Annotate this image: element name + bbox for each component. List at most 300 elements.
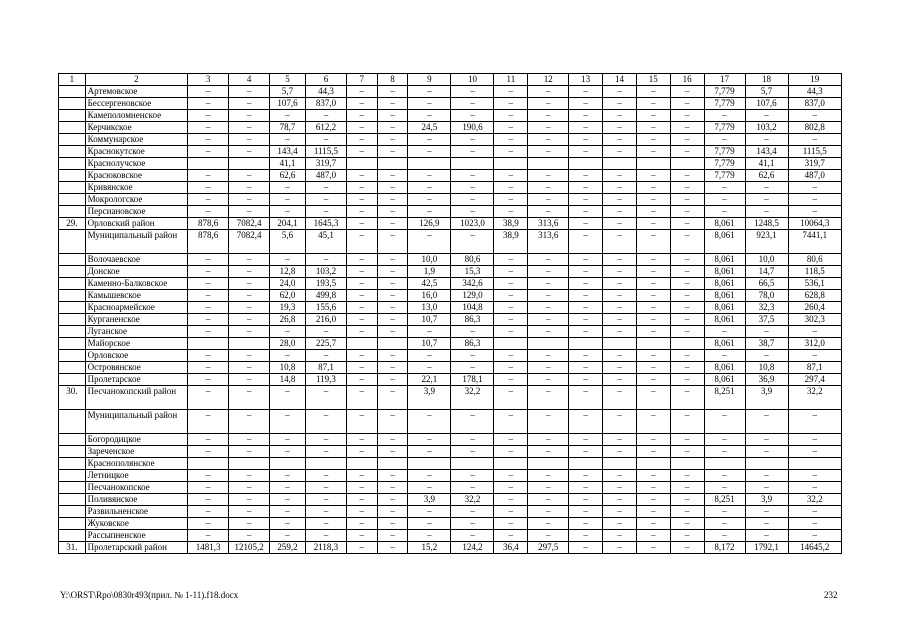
table-row: [59, 374, 842, 386]
table-cell: –: [377, 530, 408, 542]
table-cell: –: [636, 218, 670, 230]
table-cell: –: [346, 482, 377, 494]
table-cell: –: [408, 482, 451, 494]
table-cell: –: [745, 530, 788, 542]
table-cell: –: [188, 506, 229, 518]
table-cell: –: [346, 254, 377, 266]
table-cell: 14645,2: [788, 542, 841, 554]
row-number: [59, 278, 86, 290]
table-cell: –: [670, 482, 704, 494]
table-cell: –: [603, 146, 637, 158]
table-cell: –: [346, 542, 377, 554]
row-name: Красюковское: [85, 170, 187, 182]
table-cell: –: [569, 326, 603, 338]
table-cell: –: [408, 146, 451, 158]
table-cell: –: [188, 470, 229, 482]
table-cell: [377, 458, 408, 470]
table-cell: 1115,5: [788, 146, 841, 158]
table-cell: –: [346, 194, 377, 206]
row-name: Песчанокопское: [85, 482, 187, 494]
table-cell: –: [636, 254, 670, 266]
table-cell: –: [408, 434, 451, 446]
table-cell: 7,779: [704, 146, 745, 158]
table-cell: –: [528, 194, 569, 206]
table-cell: 24,5: [408, 122, 451, 134]
table-cell: –: [494, 146, 528, 158]
table-cell: –: [270, 494, 306, 506]
table-cell: –: [788, 350, 841, 362]
table-cell: –: [670, 98, 704, 110]
row-name: Керчикское: [85, 122, 187, 134]
table-cell: –: [636, 410, 670, 434]
row-number: [59, 98, 86, 110]
table-cell: –: [188, 410, 229, 434]
row-number: [59, 194, 86, 206]
row-name: Краснолучское: [85, 158, 187, 170]
table-cell: –: [528, 182, 569, 194]
header-cell: 19: [788, 74, 841, 86]
table-cell: –: [569, 98, 603, 110]
table-row: [59, 254, 842, 266]
table-cell: –: [346, 266, 377, 278]
table-row: [59, 218, 842, 230]
table-cell: 802,8: [788, 122, 841, 134]
table-cell: 44,3: [305, 86, 346, 98]
table-cell: –: [494, 254, 528, 266]
table-cell: –: [670, 302, 704, 314]
table-cell: –: [494, 386, 528, 410]
table-cell: –: [528, 98, 569, 110]
row-name: Краснокутское: [85, 146, 187, 158]
row-number: [59, 530, 86, 542]
table-cell: –: [408, 470, 451, 482]
table-cell: –: [603, 290, 637, 302]
table-cell: –: [346, 386, 377, 410]
table-cell: –: [305, 254, 346, 266]
table-cell: 103,2: [305, 266, 346, 278]
table-cell: 8,061: [704, 338, 745, 350]
table-cell: –: [229, 530, 270, 542]
header-row: [59, 74, 842, 86]
table-cell: –: [636, 506, 670, 518]
table-cell: 86,3: [451, 338, 494, 350]
table-cell: –: [636, 302, 670, 314]
table-cell: –: [528, 446, 569, 458]
table-cell: –: [670, 350, 704, 362]
table-cell: 7,779: [704, 86, 745, 98]
table-cell: –: [603, 314, 637, 326]
table-cell: –: [377, 326, 408, 338]
table-cell: –: [408, 230, 451, 254]
table-cell: –: [377, 506, 408, 518]
table-cell: –: [270, 410, 306, 434]
table-cell: –: [670, 182, 704, 194]
table-cell: 86,3: [451, 314, 494, 326]
table-cell: –: [188, 326, 229, 338]
table-cell: –: [229, 350, 270, 362]
table-cell: –: [494, 182, 528, 194]
table-cell: –: [377, 110, 408, 122]
header-cell: 5: [270, 74, 306, 86]
table-cell: –: [229, 446, 270, 458]
table-cell: 66,5: [745, 278, 788, 290]
table-cell: –: [704, 470, 745, 482]
table-row: [59, 230, 842, 254]
table-cell: 7,779: [704, 98, 745, 110]
table-cell: 8,061: [704, 302, 745, 314]
table-row: [59, 458, 842, 470]
table-cell: –: [636, 374, 670, 386]
table-cell: 38,7: [745, 338, 788, 350]
table-cell: –: [188, 518, 229, 530]
table-row: [59, 338, 842, 350]
table-cell: –: [704, 530, 745, 542]
table-cell: –: [494, 446, 528, 458]
table-cell: –: [408, 110, 451, 122]
table-cell: –: [788, 110, 841, 122]
table-cell: 124,2: [451, 542, 494, 554]
table-cell: –: [229, 194, 270, 206]
table-cell: –: [229, 266, 270, 278]
table-cell: [305, 458, 346, 470]
row-number: [59, 458, 86, 470]
row-name: Богородицкое: [85, 434, 187, 446]
table-cell: –: [636, 326, 670, 338]
table-cell: –: [636, 134, 670, 146]
table-cell: 7,779: [704, 122, 745, 134]
row-number: [59, 482, 86, 494]
table-cell: –: [528, 494, 569, 506]
table-cell: [408, 458, 451, 470]
table-row: [59, 206, 842, 218]
table-cell: –: [788, 470, 841, 482]
table-cell: –: [603, 410, 637, 434]
table-cell: –: [745, 482, 788, 494]
table-cell: 32,2: [451, 386, 494, 410]
table-cell: 7,779: [704, 170, 745, 182]
table-cell: 41,1: [270, 158, 306, 170]
table-cell: 837,0: [788, 98, 841, 110]
table-cell: –: [229, 98, 270, 110]
table-cell: –: [670, 506, 704, 518]
table-cell: –: [745, 134, 788, 146]
table-cell: –: [603, 494, 637, 506]
table-cell: –: [670, 434, 704, 446]
table-cell: –: [788, 134, 841, 146]
table-cell: –: [603, 230, 637, 254]
table-cell: –: [494, 122, 528, 134]
table-cell: [670, 158, 704, 170]
table-row: [59, 542, 842, 554]
table-cell: 190,6: [451, 122, 494, 134]
table-cell: –: [229, 326, 270, 338]
table-cell: –: [346, 170, 377, 182]
table-cell: –: [636, 86, 670, 98]
table-cell: –: [188, 254, 229, 266]
row-name: Каменно-Балковское: [85, 278, 187, 290]
table-cell: –: [188, 86, 229, 98]
table-cell: 8,061: [704, 254, 745, 266]
row-number: [59, 158, 86, 170]
table-cell: 923,1: [745, 230, 788, 254]
table-cell: [670, 338, 704, 350]
table-cell: 62,6: [270, 170, 306, 182]
table-cell: 1115,5: [305, 146, 346, 158]
table-cell: –: [528, 110, 569, 122]
table-cell: –: [346, 290, 377, 302]
table-cell: 78,7: [270, 122, 306, 134]
table-cell: –: [528, 326, 569, 338]
table-row: [59, 350, 842, 362]
table-cell: –: [346, 86, 377, 98]
table-cell: 297,5: [528, 542, 569, 554]
table-cell: –: [603, 482, 637, 494]
table-cell: –: [745, 326, 788, 338]
table-cell: 32,3: [745, 302, 788, 314]
table-cell: –: [408, 134, 451, 146]
table-cell: –: [636, 230, 670, 254]
table-cell: –: [636, 122, 670, 134]
table-cell: [528, 338, 569, 350]
table-cell: –: [603, 170, 637, 182]
table-cell: 8,172: [704, 542, 745, 554]
table-row: [59, 266, 842, 278]
table-cell: –: [670, 206, 704, 218]
table-cell: 42,5: [408, 278, 451, 290]
table-cell: 80,6: [451, 254, 494, 266]
table-cell: –: [346, 326, 377, 338]
table-cell: –: [569, 218, 603, 230]
table-cell: –: [188, 122, 229, 134]
table-cell: –: [377, 362, 408, 374]
table-cell: [188, 158, 229, 170]
table-cell: –: [603, 386, 637, 410]
row-name: Курганенское: [85, 314, 187, 326]
table-cell: 10064,3: [788, 218, 841, 230]
table-cell: –: [494, 518, 528, 530]
table-cell: –: [494, 302, 528, 314]
table-cell: [188, 338, 229, 350]
table-cell: –: [569, 278, 603, 290]
table-cell: –: [603, 326, 637, 338]
table-cell: –: [788, 410, 841, 434]
row-number: [59, 86, 86, 98]
table-cell: –: [528, 350, 569, 362]
table-cell: –: [377, 194, 408, 206]
table-cell: –: [569, 374, 603, 386]
table-cell: –: [188, 170, 229, 182]
table-cell: –: [270, 194, 306, 206]
table-cell: –: [670, 410, 704, 434]
row-name: Кривянское: [85, 182, 187, 194]
table-cell: –: [451, 446, 494, 458]
table-cell: –: [270, 482, 306, 494]
table-cell: –: [377, 230, 408, 254]
table-cell: –: [188, 434, 229, 446]
table-cell: –: [346, 302, 377, 314]
row-name: Пролетарский район: [85, 542, 187, 554]
table-cell: –: [377, 290, 408, 302]
table-cell: –: [528, 170, 569, 182]
table-cell: –: [670, 386, 704, 410]
table-cell: –: [788, 434, 841, 446]
row-name: Бессергеновское: [85, 98, 187, 110]
table-cell: –: [636, 434, 670, 446]
table-cell: 8,061: [704, 230, 745, 254]
table-cell: –: [305, 194, 346, 206]
table-cell: –: [745, 350, 788, 362]
header-cell: 6: [305, 74, 346, 86]
row-name: Камеполомненское: [85, 110, 187, 122]
table-cell: –: [528, 386, 569, 410]
table-cell: –: [569, 194, 603, 206]
table-cell: –: [603, 278, 637, 290]
row-number: 29.: [59, 218, 86, 230]
table-cell: 313,6: [528, 230, 569, 254]
table-cell: –: [229, 146, 270, 158]
table-cell: 499,8: [305, 290, 346, 302]
table-cell: –: [528, 134, 569, 146]
table-cell: –: [408, 170, 451, 182]
table-cell: –: [270, 350, 306, 362]
table-cell: –: [305, 494, 346, 506]
table-cell: –: [603, 470, 637, 482]
table-row: [59, 494, 842, 506]
table-cell: –: [451, 482, 494, 494]
table-cell: –: [408, 194, 451, 206]
table-cell: –: [528, 206, 569, 218]
table-cell: –: [494, 362, 528, 374]
table-cell: 225,7: [305, 338, 346, 350]
table-cell: –: [188, 314, 229, 326]
table-row: [59, 98, 842, 110]
table-cell: –: [494, 506, 528, 518]
table-cell: [494, 458, 528, 470]
table-row: [59, 314, 842, 326]
table-cell: –: [377, 86, 408, 98]
table-cell: 44,3: [788, 86, 841, 98]
table-cell: –: [188, 110, 229, 122]
table-cell: –: [528, 518, 569, 530]
table-cell: 62,0: [270, 290, 306, 302]
table-cell: –: [745, 410, 788, 434]
table-cell: –: [229, 206, 270, 218]
table-cell: –: [305, 350, 346, 362]
table-cell: –: [451, 182, 494, 194]
table-cell: –: [408, 410, 451, 434]
table-cell: –: [346, 494, 377, 506]
table-cell: –: [451, 98, 494, 110]
table-cell: –: [451, 110, 494, 122]
table-cell: [704, 458, 745, 470]
table-cell: –: [494, 98, 528, 110]
table-cell: –: [346, 362, 377, 374]
table-cell: –: [188, 350, 229, 362]
table-cell: [270, 458, 306, 470]
row-number: 31.: [59, 542, 86, 554]
table-cell: –: [451, 350, 494, 362]
table-cell: –: [346, 218, 377, 230]
table-cell: –: [745, 110, 788, 122]
row-number: [59, 182, 86, 194]
table-cell: –: [603, 362, 637, 374]
table-cell: –: [636, 518, 670, 530]
table-cell: –: [188, 494, 229, 506]
table-cell: –: [229, 290, 270, 302]
row-number: [59, 506, 86, 518]
table-cell: –: [229, 86, 270, 98]
row-number: [59, 134, 86, 146]
table-cell: –: [636, 470, 670, 482]
table-cell: 536,1: [788, 278, 841, 290]
table-cell: –: [569, 266, 603, 278]
table-cell: –: [569, 470, 603, 482]
table-cell: –: [528, 254, 569, 266]
table-cell: 38,9: [494, 230, 528, 254]
table-cell: –: [670, 194, 704, 206]
table-cell: –: [270, 518, 306, 530]
table-cell: –: [528, 410, 569, 434]
table-cell: –: [377, 254, 408, 266]
table-cell: –: [229, 134, 270, 146]
table-row: [59, 530, 842, 542]
table-cell: –: [346, 470, 377, 482]
table-cell: [528, 458, 569, 470]
table-cell: –: [569, 170, 603, 182]
table-cell: –: [636, 194, 670, 206]
table-cell: –: [603, 182, 637, 194]
table-cell: –: [528, 362, 569, 374]
table-cell: –: [305, 470, 346, 482]
table-cell: –: [670, 170, 704, 182]
table-cell: 14,7: [745, 266, 788, 278]
table-cell: –: [528, 374, 569, 386]
table-cell: –: [346, 146, 377, 158]
table-cell: 32,2: [788, 386, 841, 410]
row-name: Развильненское: [85, 506, 187, 518]
header-cell: 18: [745, 74, 788, 86]
table-cell: –: [603, 518, 637, 530]
row-name: Волочаевское: [85, 254, 187, 266]
row-number: [59, 266, 86, 278]
table-cell: –: [270, 182, 306, 194]
table-cell: 204,1: [270, 218, 306, 230]
table-cell: [788, 458, 841, 470]
table-cell: –: [346, 278, 377, 290]
table-cell: –: [569, 350, 603, 362]
table-cell: –: [745, 182, 788, 194]
row-name: Жуковское: [85, 518, 187, 530]
table-cell: 5,6: [270, 230, 306, 254]
table-cell: [229, 458, 270, 470]
table-cell: [451, 458, 494, 470]
table-cell: –: [229, 494, 270, 506]
table-cell: –: [377, 386, 408, 410]
table-row: [59, 290, 842, 302]
table-cell: 13,0: [408, 302, 451, 314]
table-cell: –: [788, 530, 841, 542]
table-cell: –: [569, 110, 603, 122]
row-name: Коммунарское: [85, 134, 187, 146]
page-number: 232: [824, 590, 838, 600]
table-cell: 8,061: [704, 290, 745, 302]
table-cell: 87,1: [305, 362, 346, 374]
table-cell: –: [528, 290, 569, 302]
table-cell: –: [451, 434, 494, 446]
table-cell: –: [603, 530, 637, 542]
row-number: [59, 470, 86, 482]
row-name: Орловский район: [85, 218, 187, 230]
